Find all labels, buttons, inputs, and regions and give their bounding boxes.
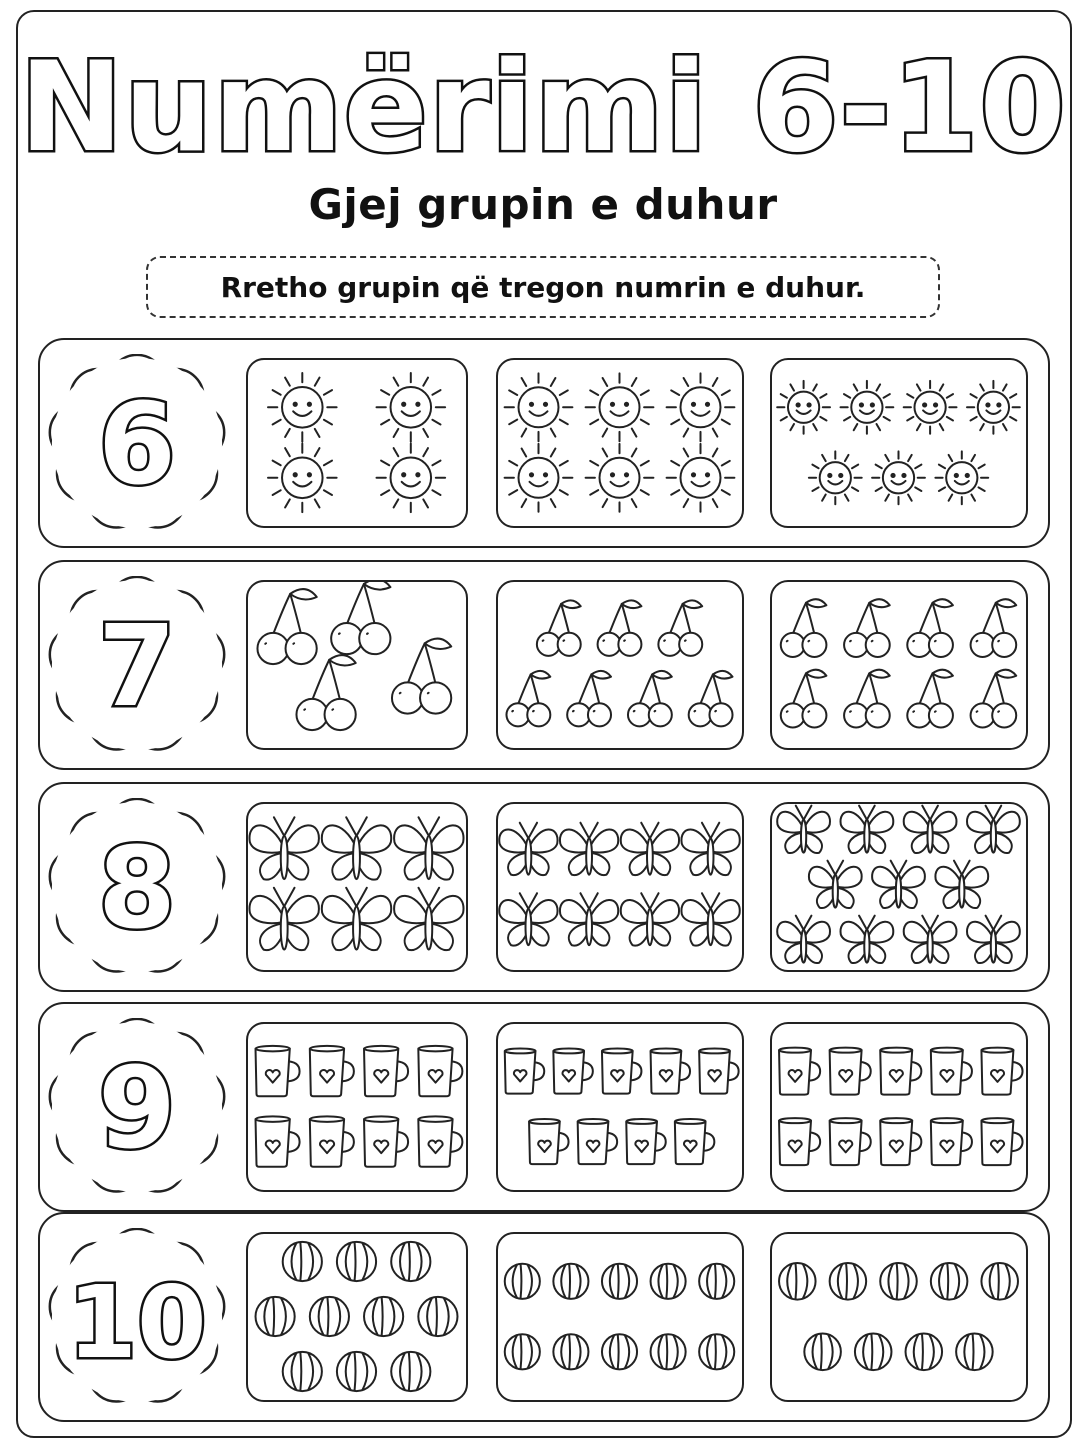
ball-icon: [651, 1334, 686, 1369]
group-icons: [498, 804, 741, 969]
sun-icon: [268, 373, 337, 442]
ball-icon: [391, 1352, 430, 1391]
sun-icon: [377, 444, 446, 513]
ball-icon: [283, 1352, 322, 1391]
butterfly-icon: [967, 806, 1020, 853]
butterfly-icon: [394, 817, 463, 879]
butterfly-icon: [560, 823, 618, 875]
ball-icon: [804, 1334, 841, 1371]
cherry-icon: [567, 671, 611, 726]
group-icons: [772, 1024, 1025, 1189]
ball-icon: [553, 1334, 588, 1369]
answer-group-7-3[interactable]: [770, 580, 1028, 750]
answer-group-6-2[interactable]: [496, 358, 744, 528]
ball-icon: [310, 1297, 349, 1336]
cup-icon: [578, 1119, 617, 1164]
butterfly-icon: [250, 888, 319, 950]
butterfly-icon: [967, 916, 1020, 963]
sun-icon: [967, 381, 1020, 434]
answer-group-10-2[interactable]: [496, 1232, 744, 1402]
number-badge-8: [48, 798, 226, 976]
cup-icon: [418, 1116, 462, 1166]
ball-icon: [505, 1334, 540, 1369]
ball-icon: [337, 1242, 376, 1281]
instruction-text: Rretho grupin që tregon numrin e duhur.: [220, 270, 866, 304]
butterfly-icon: [809, 861, 862, 908]
group-icons: [248, 1024, 465, 1189]
answer-group-8-2[interactable]: [496, 802, 744, 972]
group-icons: [498, 1234, 741, 1399]
cup-icon: [256, 1116, 300, 1166]
number-badge-9: [48, 1018, 226, 1196]
ball-icon: [906, 1334, 943, 1371]
page-title: [0, 28, 1086, 178]
ball-icon: [418, 1297, 457, 1336]
butterfly-icon: [322, 817, 391, 879]
cup-icon: [880, 1118, 921, 1165]
number-badge-6: [48, 354, 226, 532]
ball-icon: [553, 1264, 588, 1299]
number-badge-10: [48, 1228, 226, 1406]
answer-group-7-2[interactable]: [496, 580, 744, 750]
cup-icon: [651, 1049, 690, 1094]
cup-icon: [931, 1048, 972, 1095]
cup-icon: [553, 1049, 592, 1094]
answer-group-6-1[interactable]: [246, 358, 468, 528]
sun-icon: [377, 373, 446, 442]
ball-icon: [779, 1263, 816, 1300]
cup-icon: [779, 1048, 820, 1095]
butterfly-icon: [904, 916, 957, 963]
cherry-icon: [907, 670, 953, 728]
butterfly-icon: [499, 893, 557, 945]
butterfly-icon: [394, 888, 463, 950]
sun-icon: [935, 451, 988, 504]
sun-icon: [777, 381, 830, 434]
ball-icon: [931, 1263, 968, 1300]
cup-icon: [675, 1119, 714, 1164]
number-label: 10: [67, 1264, 207, 1381]
sun-icon: [505, 373, 573, 441]
butterfly-icon: [681, 823, 739, 875]
sun-icon: [268, 444, 337, 513]
butterfly-icon: [681, 893, 739, 945]
cup-icon: [529, 1119, 568, 1164]
group-icons: [772, 804, 1025, 969]
butterfly-icon: [841, 916, 894, 963]
cherry-icon: [296, 655, 355, 730]
cup-icon: [505, 1049, 544, 1094]
cup-icon: [981, 1048, 1022, 1095]
sun-icon: [841, 381, 894, 434]
butterfly-icon: [935, 861, 988, 908]
ball-icon: [880, 1263, 917, 1300]
cup-icon: [310, 1046, 354, 1096]
number-label: 8: [98, 824, 176, 954]
group-icons: [772, 1234, 1025, 1399]
answer-group-10-1[interactable]: [246, 1232, 468, 1402]
ball-icon: [699, 1264, 734, 1299]
cherry-icon: [907, 599, 953, 657]
butterfly-icon: [621, 823, 679, 875]
cup-icon: [626, 1119, 665, 1164]
ball-icon: [364, 1297, 403, 1336]
cup-icon: [880, 1048, 921, 1095]
cherry-icon: [781, 599, 827, 657]
number-badge-7: [48, 576, 226, 754]
sun-icon: [586, 444, 654, 512]
ball-icon: [602, 1334, 637, 1369]
butterfly-icon: [322, 888, 391, 950]
cup-icon: [981, 1118, 1022, 1165]
cherry-icon: [598, 600, 642, 655]
cup-icon: [830, 1048, 871, 1095]
cup-icon: [256, 1046, 300, 1096]
cherry-icon: [971, 599, 1017, 657]
ball-icon: [256, 1297, 295, 1336]
cup-icon: [310, 1116, 354, 1166]
cherry-icon: [257, 589, 316, 664]
ball-icon: [830, 1263, 867, 1300]
ball-icon: [956, 1334, 993, 1371]
ball-icon: [391, 1242, 430, 1281]
group-icons: [772, 582, 1025, 747]
butterfly-icon: [872, 861, 925, 908]
cherry-icon: [392, 639, 451, 714]
ball-icon: [699, 1334, 734, 1369]
cup-icon: [699, 1049, 738, 1094]
answer-group-9-1[interactable]: [246, 1022, 468, 1192]
cup-icon: [602, 1049, 641, 1094]
ball-icon: [283, 1242, 322, 1281]
ball-icon: [981, 1263, 1018, 1300]
cherry-icon: [781, 670, 827, 728]
cherry-icon: [844, 599, 890, 657]
answer-group-8-3[interactable]: [770, 802, 1028, 972]
answer-group-9-2[interactable]: [496, 1022, 744, 1192]
group-icons: [772, 360, 1025, 525]
cherry-icon: [658, 600, 702, 655]
number-label: 7: [98, 602, 176, 732]
cherry-icon: [537, 600, 581, 655]
butterfly-icon: [621, 893, 679, 945]
butterfly-icon: [777, 916, 830, 963]
cherry-icon: [844, 670, 890, 728]
group-icons: [498, 582, 741, 747]
butterfly-icon: [841, 806, 894, 853]
sun-icon: [586, 373, 654, 441]
cherry-icon: [971, 670, 1017, 728]
group-icons: [248, 360, 465, 525]
sun-icon: [904, 381, 957, 434]
number-label: 6: [98, 380, 176, 510]
answer-group-7-1[interactable]: [246, 580, 468, 750]
sun-icon: [667, 373, 735, 441]
butterfly-icon: [904, 806, 957, 853]
cherry-icon: [331, 582, 390, 654]
ball-icon: [337, 1352, 376, 1391]
group-icons: [498, 1024, 741, 1189]
ball-icon: [855, 1334, 892, 1371]
instruction-box: [146, 256, 940, 318]
butterfly-icon: [560, 893, 618, 945]
butterfly-icon: [499, 823, 557, 875]
butterfly-icon: [250, 817, 319, 879]
ball-icon: [602, 1264, 637, 1299]
sun-icon: [872, 451, 925, 504]
cup-icon: [364, 1116, 408, 1166]
cup-icon: [364, 1046, 408, 1096]
answer-group-9-3[interactable]: [770, 1022, 1028, 1192]
answer-group-10-3[interactable]: [770, 1232, 1028, 1402]
butterfly-icon: [777, 806, 830, 853]
cup-icon: [931, 1118, 972, 1165]
cherry-icon: [628, 671, 672, 726]
cup-icon: [779, 1118, 820, 1165]
group-icons: [248, 804, 465, 969]
group-icons: [248, 1234, 465, 1399]
svg-text:Numërimi 6-10: Numërimi 6-10: [19, 36, 1067, 178]
ball-icon: [651, 1264, 686, 1299]
answer-group-8-1[interactable]: [246, 802, 468, 972]
sun-icon: [505, 444, 573, 512]
group-icons: [248, 582, 465, 747]
cup-icon: [418, 1046, 462, 1096]
page-subtitle: Gjej grupin e duhur: [308, 180, 778, 229]
cherry-icon: [506, 671, 550, 726]
answer-group-6-3[interactable]: [770, 358, 1028, 528]
group-icons: [498, 360, 741, 525]
cherry-icon: [689, 671, 733, 726]
sun-icon: [809, 451, 862, 504]
ball-icon: [505, 1264, 540, 1299]
number-label: 9: [98, 1044, 176, 1174]
sun-icon: [667, 444, 735, 512]
cup-icon: [830, 1118, 871, 1165]
